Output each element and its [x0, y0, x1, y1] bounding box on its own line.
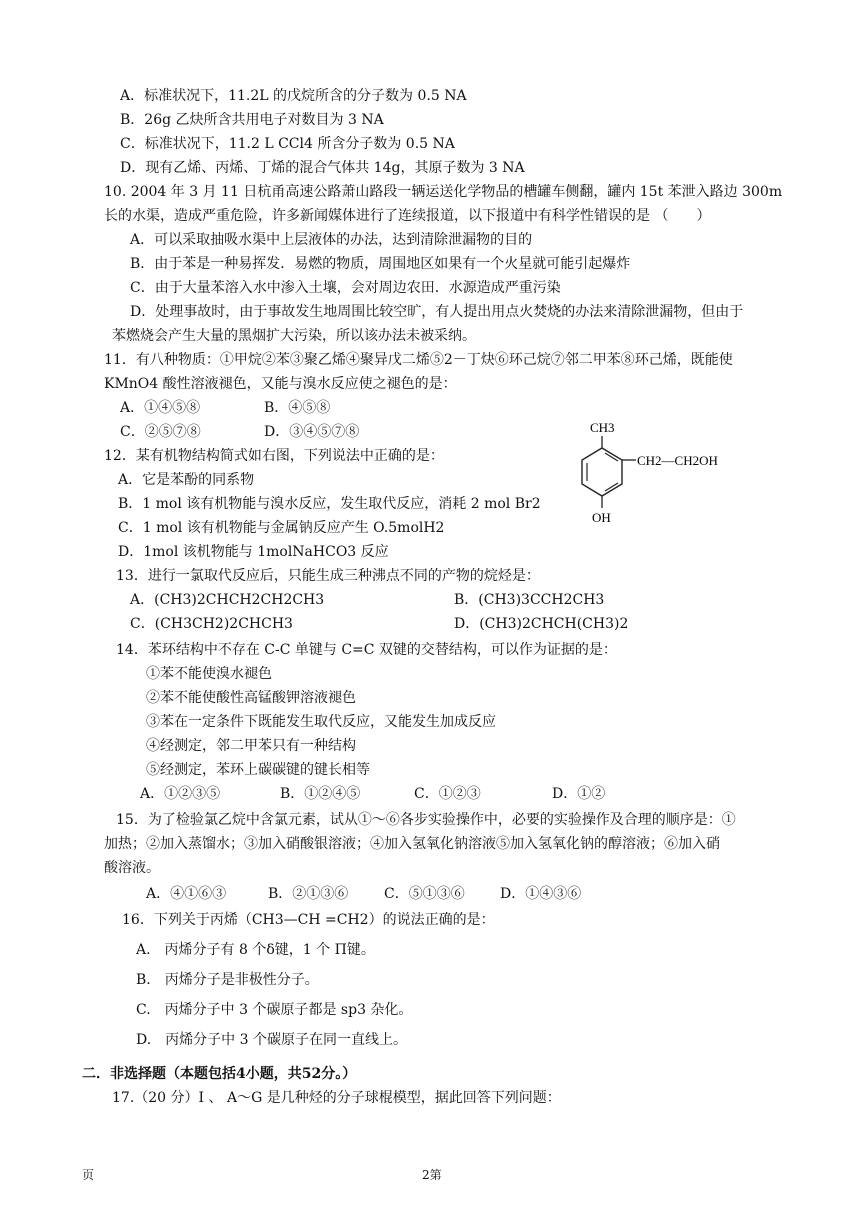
q11-option-a: A．①④⑤⑧ [120, 400, 201, 416]
q13-option-c: C．(CH3CH2)2CHCH3 [130, 616, 293, 632]
q14-item-5: ⑤经测定，苯环上碳碳键的键长相等 [146, 762, 370, 778]
q14-stem: 14．苯环结构中不存在 C-C 单键与 C=C 双键的交替结构，可以作为证据的是： [116, 642, 617, 658]
q16-stem: 16．下列关于丙烯（CH3—CH =CH2）的说法正确的是： [122, 912, 495, 928]
q11-option-d: D．③④⑤⑦⑧ [264, 424, 360, 440]
q12-stem: 12．某有机物结构简式如右图，下列说法中正确的是： [104, 448, 444, 464]
q15-stem-line2: 加热；②加入蒸馏水；③加入硝酸银溶液；④加入氢氧化钠溶液⑤加入氢氧化钠的醇溶液；⑥加入硝 [104, 836, 720, 852]
q12-structure-label-chain: CH2—CH2OH [637, 453, 718, 468]
q13-option-d: D．(CH3)2CHCH(CH3)2 [454, 616, 629, 632]
q14-item-4: ④经测定，邻二甲苯只有一种结构 [146, 738, 356, 754]
q11-option-c: C．②⑤⑦⑧ [120, 424, 201, 440]
q12-structure-label-ch3: CH3 [590, 420, 615, 435]
q15-option-c: C．⑤①③⑥ [384, 886, 465, 902]
q9-option-c: C．标准状况下，11.2 L CCl4 所含分子数为 0.5 NA [120, 136, 455, 152]
q13-stem: 13．进行一氯取代反应后，只能生成三种沸点不同的产物的烷烃是： [116, 568, 540, 584]
section2-heading: 二．非选择题（本题包括4小题，共52分。） [82, 1066, 357, 1082]
q9-option-a: A．标准状况下，11.2L 的戊烷所含的分子数为 0.5 NA [120, 88, 467, 104]
q13-option-a: A．(CH3)2CHCH2CH2CH3 [130, 592, 325, 608]
q12-option-c: C．1 mol 该有机物能与金属钠反应产生 O.5molH2 [118, 520, 445, 536]
q10-option-d: D．处理事故时，由于事故发生地周围比较空旷，有人提出用点火焚烧的办法来清除泄漏物，但由于 [130, 304, 744, 320]
q12-option-d: D．1mol 该机物能与 1molNaHCO3 反应 [118, 544, 389, 560]
q14-item-2: ②苯不能使酸性高锰酸钾溶液褪色 [146, 690, 356, 706]
q12-structure-figure [576, 418, 736, 528]
q10-stem-line1: 10. 2004 年 3 月 11 日杭甬高速公路萧山路段一辆运送化学物品的槽罐车侧翻，罐内 15t 苯泄入路边 300m [104, 184, 783, 200]
q14-option-a: A．①②③⑤ [140, 786, 221, 802]
benzene-ring [582, 448, 622, 496]
q15-stem-line1: 15．为了检验氯乙烷中含氯元素，试从①～⑥各步实验操作中，必要的实验操作及合理的顺序是：① [116, 812, 736, 828]
q12-structure-label-oh: OH [592, 510, 611, 525]
q15-option-a: A．④①⑥③ [146, 886, 227, 902]
q10-option-d-cont: 苯燃烧会产生大量的黑烟扩大污染，所以该办法未被采纳。 [112, 328, 476, 344]
q15-option-b: B．②①③⑥ [268, 886, 349, 902]
q15-stem-line3: 酸溶液。 [104, 860, 160, 876]
q13-option-b: B．(CH3)3CCH2CH3 [454, 592, 605, 608]
q15-option-d: D．①④③⑥ [500, 886, 582, 902]
q10-option-b: B．由于苯是一种易挥发．易燃的物质，周围地区如果有一个火星就可能引起爆炸 [130, 256, 631, 272]
q12-option-a: A．它是苯酚的同系物 [118, 472, 255, 488]
q14-item-1: ①苯不能使溴水褪色 [146, 666, 272, 682]
q14-item-3: ③苯在一定条件下既能发生取代反应，又能发生加成反应 [146, 714, 496, 730]
footer-page-number: 2第 [422, 1168, 442, 1182]
q16-option-b: B. 丙烯分子是非极性分子。 [136, 972, 319, 988]
q17-stem: 17.（20 分）Ⅰ 、 A～G 是几种烃的分子球棍模型，据此回答下列问题： [112, 1090, 561, 1106]
q9-option-d: D．现有乙烯、丙烯、丁烯的混合气体共 14g，其原子数为 3 NA [120, 160, 525, 176]
q16-option-d: D. 丙烯分子中 3 个碳原子在同一直线上。 [136, 1032, 407, 1048]
q11-stem-line2: KMnO4 酸性溶液褪色，又能与溴水反应使之褪色的是： [104, 376, 457, 392]
q16-option-a: A. 丙烯分子有 8 个δ键，1 个 Π键。 [136, 942, 375, 958]
q14-option-b: B．①②④⑤ [280, 786, 361, 802]
q12-option-b: B．1 mol 该有机物能与溴水反应，发生取代反应，消耗 2 mol Br2 [118, 496, 541, 512]
q14-option-d: D．①② [552, 786, 606, 802]
q10-stem-line2: 长的水渠，造成严重危险，许多新闻媒体进行了连续报道，以下报道中有科学性错误的是 （ ） [104, 208, 711, 224]
q16-option-c: C. 丙烯分子中 3 个碳原子都是 sp3 杂化。 [136, 1002, 413, 1018]
footer-left: 页 [82, 1168, 95, 1182]
q9-option-b: B．26g 乙炔所含共用电子对数目为 3 NA [120, 112, 384, 128]
q11-option-b: B．④⑤⑧ [264, 400, 331, 416]
q14-option-c: C．①②③ [414, 786, 481, 802]
q10-option-c: C．由于大量苯溶入水中渗入土壤，会对周边农田．水源造成严重污染 [130, 280, 561, 296]
q11-stem-line1: 11．有八种物质：①甲烷②苯③聚乙烯④聚异戊二烯⑤2－丁炔⑥环己烷⑦邻二甲苯⑧环己烯，既能使 [104, 352, 733, 368]
q10-option-a: A．可以采取抽吸水渠中上层液体的办法，达到清除泄漏物的目的 [130, 232, 533, 248]
